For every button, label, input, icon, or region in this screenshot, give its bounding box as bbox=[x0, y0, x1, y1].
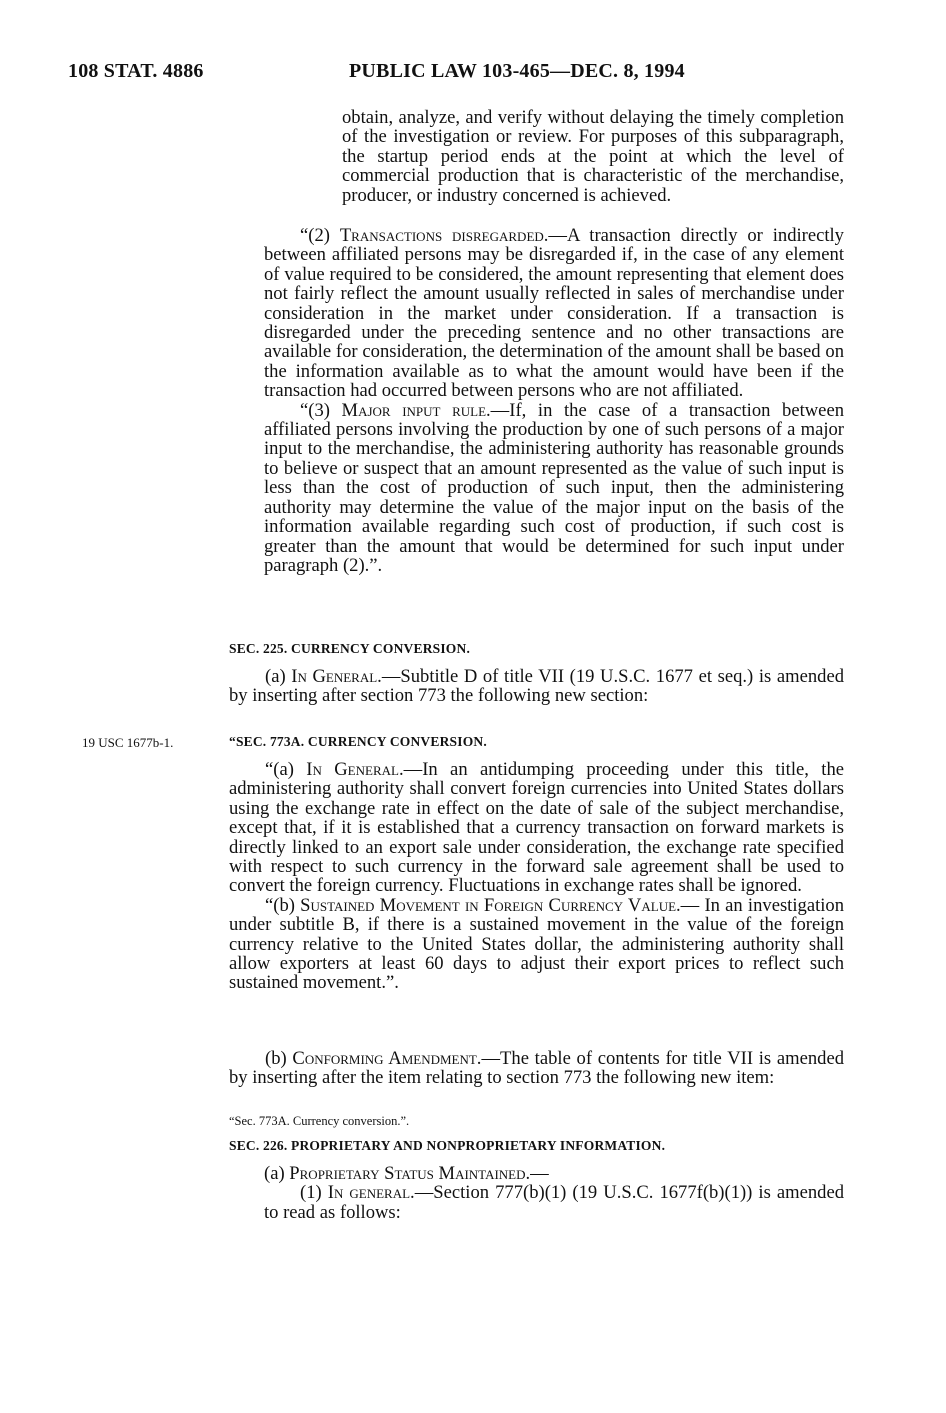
paragraph-2-heading: Transactions disregarded. bbox=[339, 225, 549, 246]
paragraph-2-text: —A transaction directly or indirectly between affiliated persons may be disregarded if, in the case of any element of value required to be considered, the amount representing that element does not fairly reflect the amount usually reflected in sales of merchandise under consideration in the market under consideration. If a transaction is disregarded under the preceding sentence and no other transactions are available for consideration, the determination of the amount shall be based on the information available as to what the amount would have been if the transaction had occurred between persons who are not affiliated. bbox=[264, 225, 844, 402]
section-225-a-number: (a) bbox=[265, 666, 292, 687]
section-226-a-number: (a) bbox=[264, 1163, 290, 1184]
section-773a-b-heading: Sustained Movement in Foreign Currency Value. bbox=[300, 894, 681, 916]
law-title: PUBLIC LAW 103-465—DEC. 8, 1994 bbox=[349, 60, 685, 82]
section-773a-heading: “SEC. 773A. CURRENCY CONVERSION. bbox=[229, 734, 487, 749]
section-226-heading: SEC. 226. PROPRIETARY AND NONPROPRIETARY INFORMATION. bbox=[229, 1138, 666, 1153]
section-226-a bbox=[264, 1164, 844, 1183]
section-773a-b-number: “(b) bbox=[265, 894, 301, 916]
paragraph-3-number: “(3) bbox=[300, 399, 342, 421]
toc-item: “Sec. 773A. Currency conversion.”. bbox=[229, 1114, 410, 1128]
section-226-a-1 bbox=[264, 1183, 844, 1222]
startup-period-paragraph bbox=[342, 108, 844, 205]
section-226-a-1-text: —Section 777(b)(1) (19 U.S.C. 1677f(b)(1)) is amended to read as follows: bbox=[264, 1182, 844, 1223]
section-225-a-heading: In General. bbox=[291, 666, 382, 687]
section-773a-a-number: “(a) bbox=[265, 759, 307, 780]
section-225-heading: SEC. 225. CURRENCY CONVERSION. bbox=[229, 641, 471, 656]
section-225-body bbox=[229, 667, 844, 706]
paragraph-3-text: —If, in the case of a transaction between affiliated persons involving the production by one of such persons of a major input to the merchandise, the administering authority has reasonable grounds to believe or suspect that an amount represented as the value of such input is less than the cost of production of such input, then the administering authority may determine the value of the major input on the basis of the information available regarding such cost of production, if such cost is greater than the amount that would be determined for such input under paragraph (2).”. bbox=[264, 399, 844, 576]
stat-citation: 108 STAT. 4886 bbox=[68, 60, 204, 82]
section-226-a-heading: Proprietary Status Maintained. bbox=[289, 1163, 531, 1184]
margin-citation-note: 19 USC 1677b-1. bbox=[82, 735, 174, 750]
section-225-a-text: —Subtitle D of title VII (19 U.S.C. 1677 et seq.) is amended by inserting after section 773 the following new section: bbox=[229, 666, 844, 707]
conforming-text: —The table of contents for title VII is amended by inserting after the item relating to section 773 the following new item: bbox=[229, 1048, 844, 1089]
section-773a-b-text: — In an investigation under subtitle B, if there is a sustained movement in the value of the foreign currency relative to the United States dollar, the administering authority shall allow exporters at least 60 days to adjust their export prices to reflect such sustained movement.”. bbox=[229, 894, 844, 994]
section-226-body bbox=[264, 1164, 844, 1222]
section-773a-a-text: —In an antidumping proceeding under this title, the administering authority shall convert foreign currencies into United States dollars using the exchange rate in effect on the date of sale of the subject merchandise, except that, if it is established that a currency transaction on forward markets is directly linked to an export sale under consideration, the exchange rate specified with respect to such currency in the forward sale agreement shall be used to convert the foreign currency. Fluctuations in exchange rates shall be ignored. bbox=[229, 759, 844, 897]
section-773a-a bbox=[229, 760, 844, 896]
startup-period-text: obtain, analyze, and verify without delaying the timely completion of the investigation or review. For purposes of this subparagraph, the startup period ends at the point at which the level of commercial production that is characteristic of the merchandise, producer, or industry concerned is achieved. bbox=[342, 107, 844, 206]
section-226-a-1-heading: In general. bbox=[327, 1182, 415, 1204]
section-226-a-dash: — bbox=[530, 1163, 549, 1184]
section-225-a bbox=[229, 667, 844, 706]
conforming-amendment-b bbox=[229, 1049, 844, 1088]
section-773a-a-heading: In General. bbox=[306, 759, 404, 780]
section-773a-b bbox=[229, 896, 844, 993]
conforming-heading: Conforming Amendment. bbox=[292, 1048, 482, 1069]
paragraph-2-number: “(2) bbox=[300, 225, 340, 246]
page-header bbox=[68, 60, 868, 90]
conforming-amendment bbox=[229, 1049, 844, 1088]
section-773a-body bbox=[229, 760, 844, 993]
conforming-number: (b) bbox=[265, 1048, 293, 1069]
paragraph-3 bbox=[264, 401, 844, 576]
paragraphs-2-3 bbox=[264, 226, 844, 575]
paragraph-3-heading: Major input rule. bbox=[341, 399, 491, 421]
section-226-a-1-number: (1) bbox=[300, 1182, 328, 1204]
paragraph-2 bbox=[264, 226, 844, 401]
